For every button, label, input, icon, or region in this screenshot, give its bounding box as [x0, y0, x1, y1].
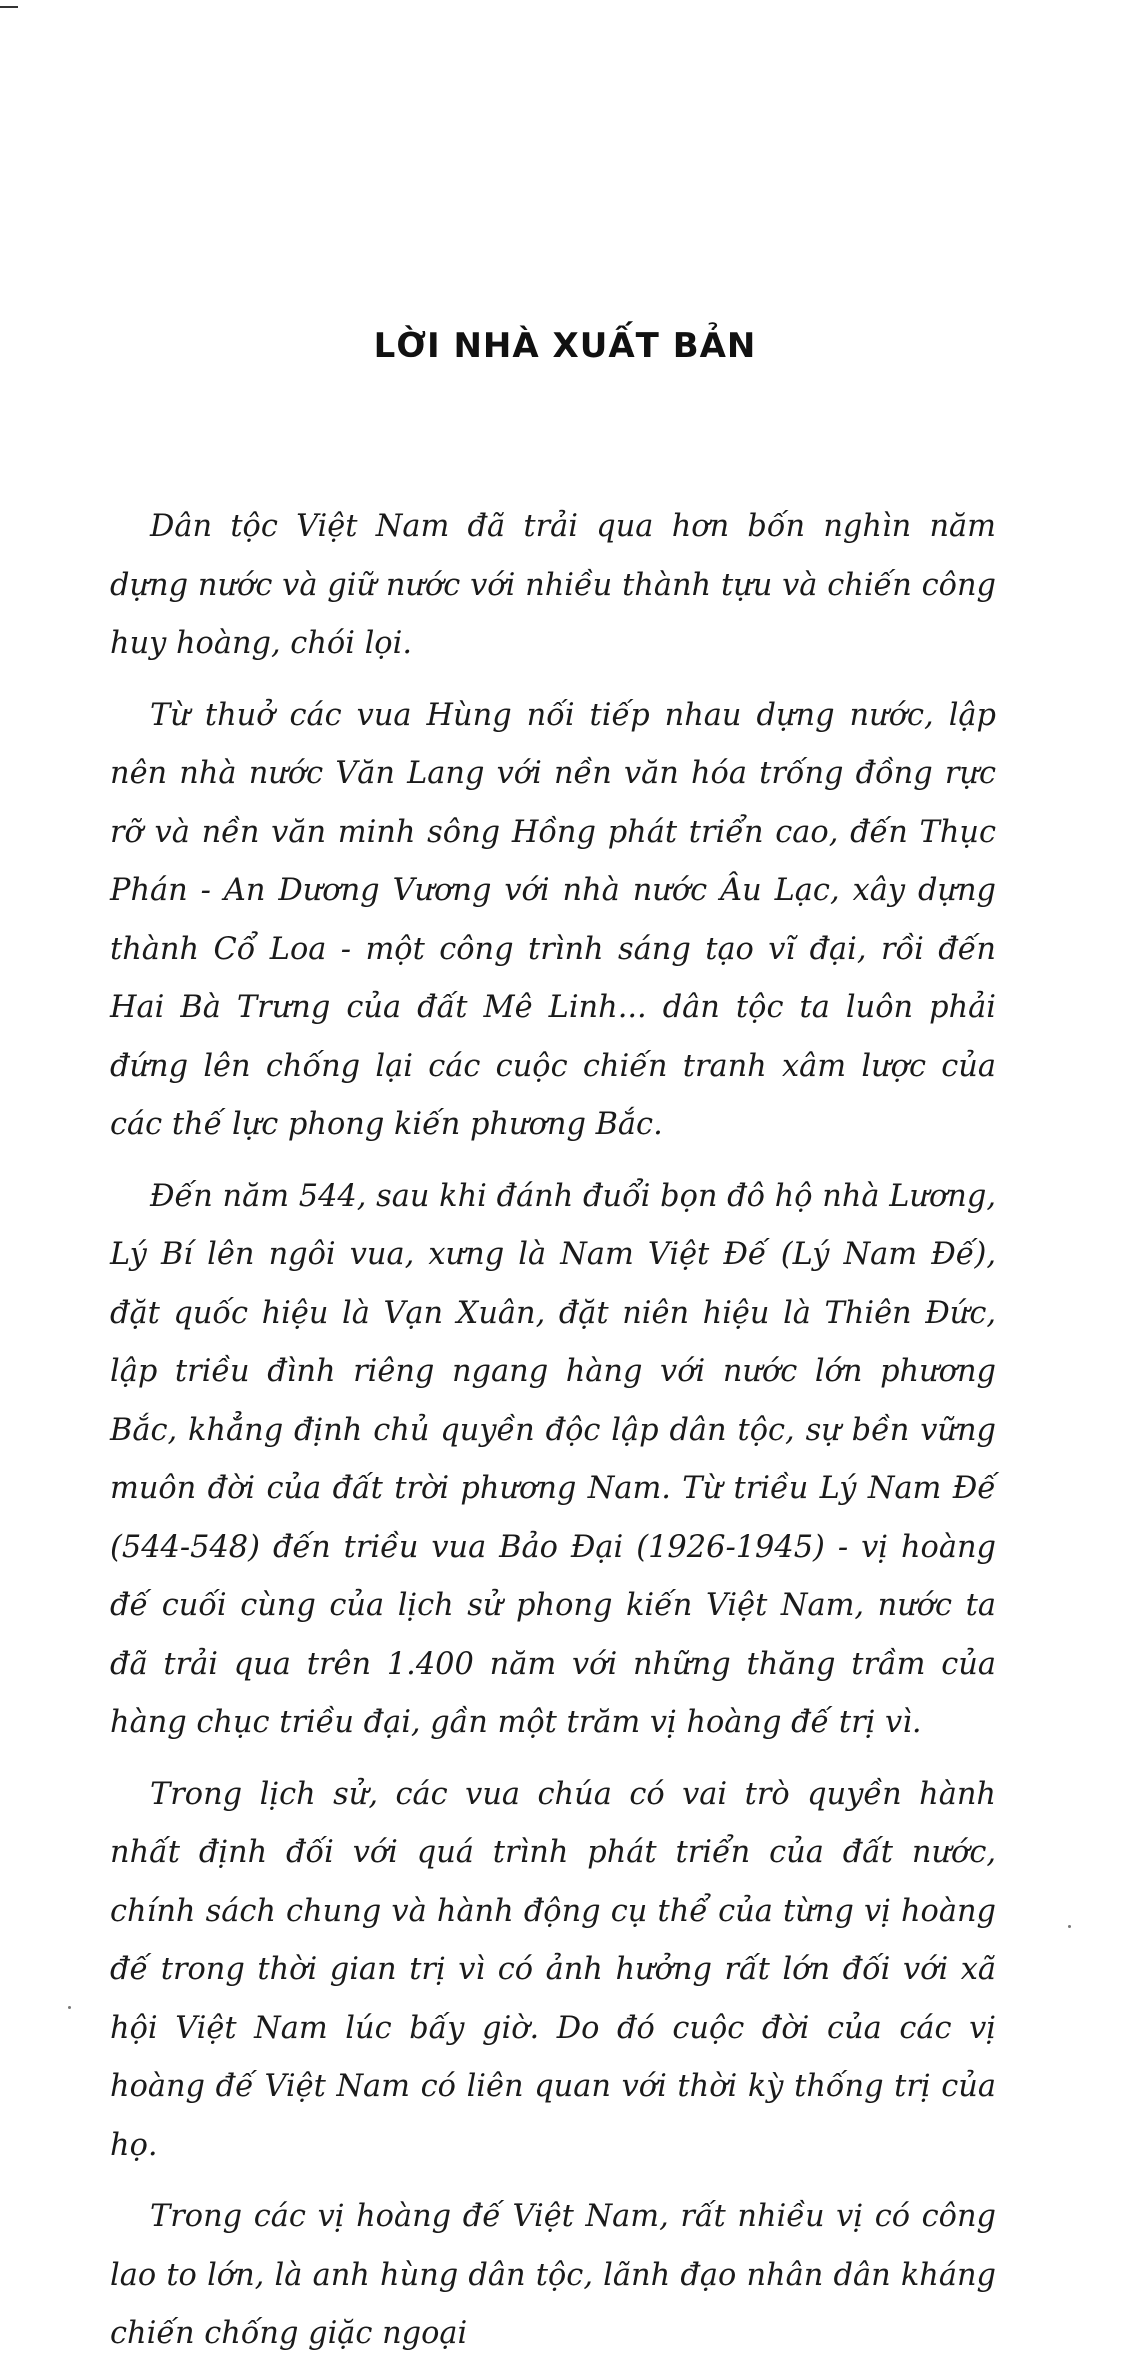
paragraph-4: Trong lịch sử, các vua chúa có vai trò quyền hành nhất định đối với quá trình phát triển của đất nước, chính sách chung và hành động cụ thể của từng vị hoàng đế trong thời gian trị vì có ảnh hưởng rất lớn đối với xã hội Việt Nam lúc bấy giờ. Do đó cuộc đời của các vị hoàng đế Việt Nam có liên quan với thời kỳ thống trị của họ. — [110, 1776, 996, 2163]
paragraph-3: Đến năm 544, sau khi đánh đuổi bọn đô hộ nhà Lương, Lý Bí lên ngôi vua, xưng là Nam Việt Đế (Lý Nam Đế), đặt quốc hiệu là Vạn Xuân, đặt niên hiệu là Thiên Đức, lập triều đình riêng ngang hàng với nước lớn phương Bắc, khẳng định chủ quyền độc lập dân tộc, sự bền vững muôn đời của đất trời phương Nam. Từ triều Lý Nam Đế (544-548) đến triều vua Bảo Đại (1926-1945) - vị hoàng đế cuối cùng của lịch sử phong kiến Việt Nam, nước ta đã trải qua trên 1.400 năm với những thăng trầm của hàng chục triều đại, gần một trăm vị hoàng đế trị vì. — [110, 1178, 996, 1740]
paragraph-2: Từ thuở các vua Hùng nối tiếp nhau dựng nước, lập nên nhà nước Văn Lang với nền văn hóa trống đồng rực rỡ và nền văn minh sông Hồng phát triển cao, đến Thục Phán - An Dương Vương với nhà nước Âu Lạc, xây dựng thành Cổ Loa - một công trình sáng tạo vĩ đại, rồi đến Hai Bà Trưng của đất Mê Linh... dân tộc ta luôn phải đứng lên chống lại các cuộc chiến tranh xâm lược của các thế lực phong kiến phương Bắc. — [110, 697, 996, 1142]
page-title: LỜI NHÀ XUẤT BẢN — [373, 326, 757, 366]
body-text — [110, 498, 996, 2377]
paragraph-1: Dân tộc Việt Nam đã trải qua hơn bốn nghìn năm dựng nước và giữ nước với nhiều thành tựu và chiến công huy hoàng, chói lọi. — [110, 509, 996, 661]
scan-speck — [68, 2006, 71, 2009]
scan-corner-mark — [0, 6, 18, 8]
paragraph-5: Trong các vị hoàng đế Việt Nam, rất nhiều vị có công lao to lớn, là anh hùng dân tộc, lãnh đạo nhân dân kháng chiến chống giặc ngoại — [110, 2199, 996, 2351]
scan-speck — [1068, 1925, 1071, 1928]
